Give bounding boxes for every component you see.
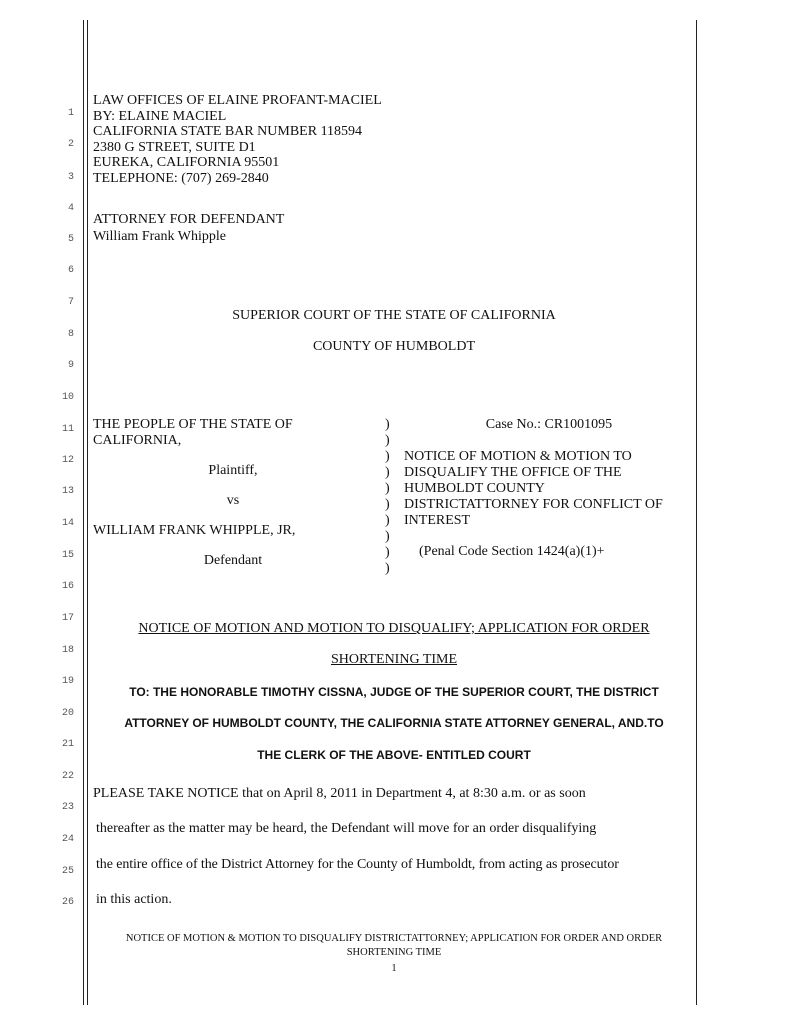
motion-title-line: DISQUALIFY THE OFFICE OF THE xyxy=(404,465,622,480)
line-number: 17 xyxy=(61,613,74,624)
line-number: 15 xyxy=(61,550,74,561)
notice-heading-line2: SHORTENING TIME xyxy=(330,652,458,667)
line-number: 6 xyxy=(67,265,74,276)
line-number: 16 xyxy=(61,581,74,592)
body-line: thereafter as the matter may be heard, the Defendant will move for an order disqualifying xyxy=(96,821,597,836)
line-number: 10 xyxy=(61,392,74,403)
line-number: 14 xyxy=(61,518,74,529)
versus: vs xyxy=(226,493,240,508)
addressee-line2: ATTORNEY OF HUMBOLDT COUNTY, THE CALIFORNIA STATE ATTORNEY GENERAL, AND.TO xyxy=(124,716,664,730)
penal-code: (Penal Code Section 1424(a)(1)+ xyxy=(419,544,605,559)
defendant-role: Defendant xyxy=(203,553,263,568)
attorney-for: ATTORNEY FOR DEFENDANT xyxy=(93,212,285,227)
caption-paren: ) xyxy=(385,545,390,560)
line-number: 2 xyxy=(67,139,74,150)
plaintiff-name-line1: THE PEOPLE OF THE STATE OF xyxy=(93,417,293,432)
body-line: the entire office of the District Attorney for the County of Humboldt, from acting as prosecutor xyxy=(96,857,619,872)
header-line: 2380 G STREET, SUITE D1 xyxy=(93,139,256,155)
line-number: 3 xyxy=(67,172,74,183)
caption-paren: ) xyxy=(385,529,390,544)
line-number: 26 xyxy=(61,897,74,908)
addressee-line1: TO: THE HONORABLE TIMOTHY CISSNA, JUDGE OF THE SUPERIOR COURT, THE DISTRICT xyxy=(129,685,659,699)
plaintiff-role: Plaintiff, xyxy=(208,463,258,478)
footer-title-line1: NOTICE OF MOTION & MOTION TO DISQUALIFY DISTRICTATTORNEY; APPLICATION FOR ORDER AND ORDER xyxy=(125,933,663,944)
client-name: William Frank Whipple xyxy=(93,229,226,244)
line-number: 19 xyxy=(61,676,74,687)
motion-title-line: INTEREST xyxy=(404,513,471,528)
page-number: 1 xyxy=(391,963,397,974)
caption-paren: ) xyxy=(385,449,390,464)
caption-paren: ) xyxy=(385,417,390,432)
caption-paren: ) xyxy=(385,433,390,448)
header-line: EUREKA, CALIFORNIA 95501 xyxy=(93,155,280,170)
case-number: Case No.: CR1001095 xyxy=(485,417,613,432)
motion-title-line: DISTRICTATTORNEY FOR CONFLICT OF xyxy=(404,497,663,512)
line-number: 5 xyxy=(67,234,74,245)
caption-paren: ) xyxy=(385,481,390,496)
addressee-line3: THE CLERK OF THE ABOVE- ENTITLED COURT xyxy=(257,748,531,762)
line-number: 24 xyxy=(61,834,74,845)
attorney-header xyxy=(93,93,382,186)
line-number: 4 xyxy=(67,203,74,214)
line-number: 18 xyxy=(61,645,74,656)
body-line: PLEASE TAKE NOTICE that on April 8, 2011 in Department 4, at 8:30 a.m. or as soon xyxy=(93,786,586,801)
line-number: 22 xyxy=(61,771,74,782)
line-number: 11 xyxy=(61,424,74,435)
motion-title xyxy=(404,449,663,529)
header-line: TELEPHONE: (707) 269-2840 xyxy=(93,170,269,186)
line-number: 12 xyxy=(61,455,74,466)
line-number: 9 xyxy=(67,360,74,371)
line-number: 13 xyxy=(61,486,74,497)
defendant-name: WILLIAM FRANK WHIPPLE, JR, xyxy=(93,523,296,538)
notice-heading-line1: NOTICE OF MOTION AND MOTION TO DISQUALIFY; APPLICATION FOR ORDER xyxy=(138,621,650,636)
left-margin-rule-inner xyxy=(87,20,88,1005)
motion-title-line: NOTICE OF MOTION & MOTION TO xyxy=(404,449,632,464)
line-number: 7 xyxy=(67,297,74,308)
header-line: CALIFORNIA STATE BAR NUMBER 118594 xyxy=(93,124,363,139)
motion-title-line: HUMBOLDT COUNTY xyxy=(404,481,545,496)
caption-paren-column xyxy=(385,417,390,577)
line-number: 25 xyxy=(61,866,74,877)
caption-paren: ) xyxy=(385,497,390,512)
plaintiff-name-line2: CALIFORNIA, xyxy=(93,433,182,448)
caption-paren: ) xyxy=(385,465,390,480)
line-number: 8 xyxy=(67,329,74,340)
caption-paren: ) xyxy=(385,513,390,528)
line-number: 1 xyxy=(67,108,74,119)
right-margin-rule xyxy=(696,20,697,1005)
court-county: COUNTY OF HUMBOLDT xyxy=(312,339,476,354)
body-line: in this action. xyxy=(96,892,172,907)
left-margin-rule-outer xyxy=(83,20,84,1005)
court-name: SUPERIOR COURT OF THE STATE OF CALIFORNIA xyxy=(232,308,556,323)
header-line: LAW OFFICES OF ELAINE PROFANT-MACIEL xyxy=(93,93,382,108)
line-number: 20 xyxy=(61,708,74,719)
caption-paren: ) xyxy=(385,561,390,576)
footer-title-line2: SHORTENING TIME xyxy=(346,947,442,958)
line-number: 23 xyxy=(61,802,74,813)
line-number: 21 xyxy=(61,739,74,750)
header-line: BY: ELAINE MACIEL xyxy=(93,108,227,124)
